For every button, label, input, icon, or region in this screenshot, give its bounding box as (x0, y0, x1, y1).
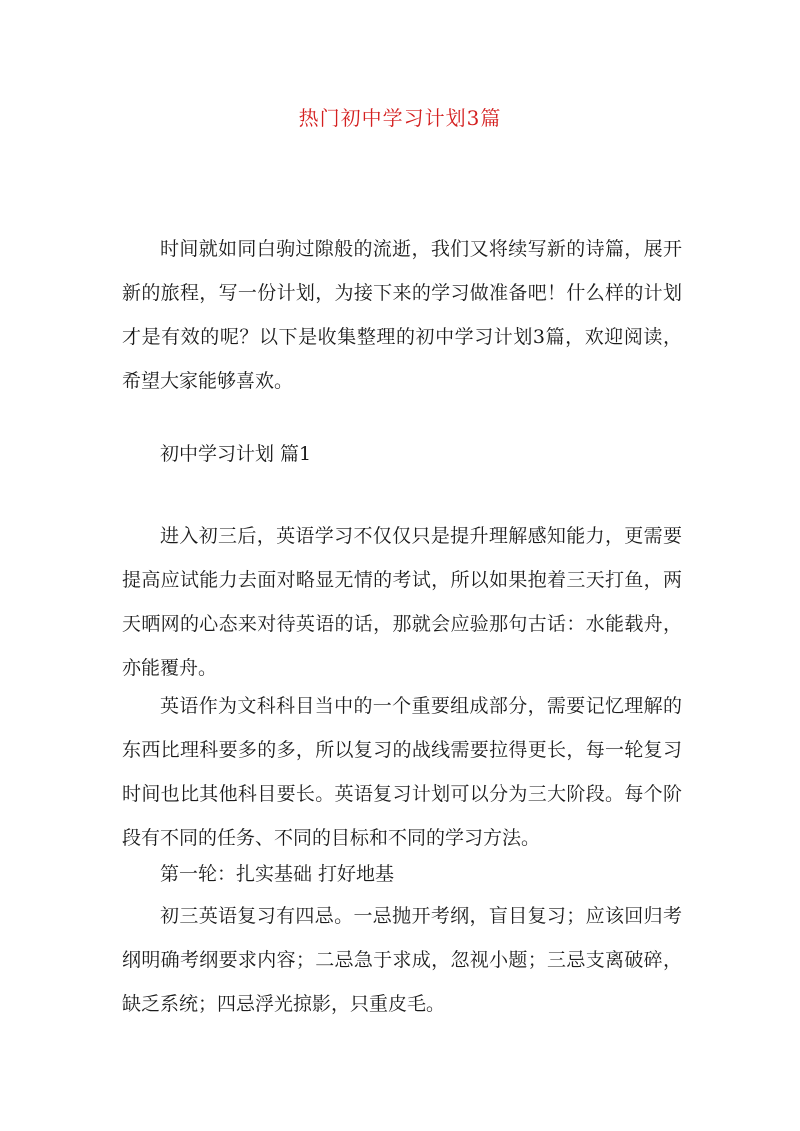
intro-paragraph: 时间就如同白驹过隙般的流逝，我们又将续写新的诗篇，展开新的旅程，写一份计划，为接下来的学习做准备吧！什么样的计划才是有效的呢？以下是收集整理的初中学习计划3篇，欢迎阅读，希望大家能够喜欢。 (122, 238, 682, 392)
section-heading: 初中学习计划 篇1 (160, 443, 312, 465)
body-paragraph: 英语作为文科科目当中的一个重要组成部分，需要记忆理解的东西比理科要多的多，所以复习的战线需要拉得更长，每一轮复习时间也比其他科目要长。英语复习计划可以分为三大阶段。每个阶段有不同的任务、不同的目标和不同的学习方法。 (122, 695, 682, 849)
document-title: 热门初中学习计划3篇 (298, 106, 502, 130)
round-heading: 第一轮：扎实基础 打好地基 (160, 863, 395, 885)
body-paragraph: 初三英语复习有四忌。一忌抛开考纲，盲目复习；应该回归考纲明确考纲要求内容；二忌急于求成，忽视小题；三忌支离破碎，缺乏系统；四忌浮光掠影，只重皮毛。 (122, 905, 682, 1015)
body-paragraph: 进入初三后，英语学习不仅仅只是提升理解感知能力，更需要提高应试能力去面对略显无情的考试，所以如果抱着三天打鱼，两天晒网的心态来对待英语的话，那就会应验那句古话：水能载舟，亦能覆舟。 (122, 525, 682, 679)
